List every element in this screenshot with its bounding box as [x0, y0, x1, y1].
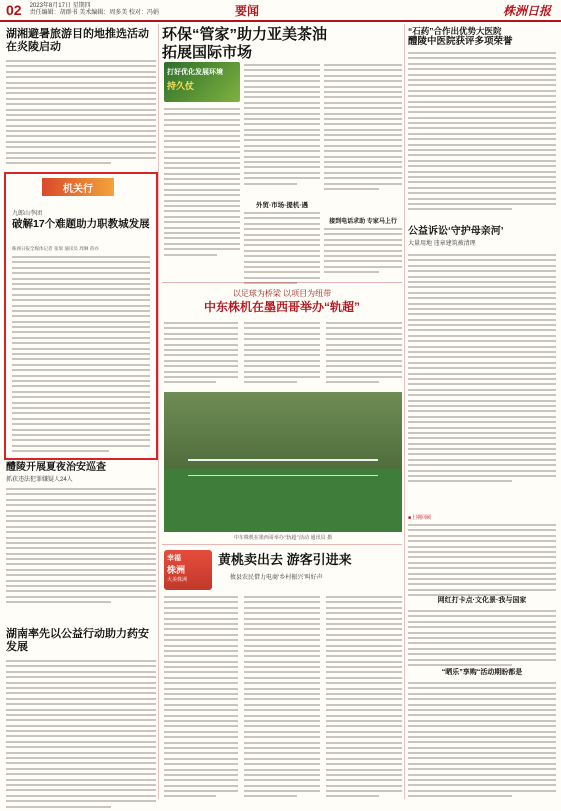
lead-title-line2: 拓展国际市场 [162, 44, 253, 61]
bottom-subtitle: 攸县农民借力电商‘乡村振兴’叫好声 [230, 575, 323, 581]
campaign-badge-line1: 幸福 [167, 555, 181, 562]
lead-title-line1: 环保“管家”助力亚美茶油 [162, 26, 328, 43]
right-article2-subtitle: 大量用地 违章建筑被清理 [408, 241, 476, 247]
right-article4-body [408, 682, 556, 801]
right-article2-body [408, 254, 556, 486]
bottom-body-col2 [244, 596, 320, 801]
center-divider-2 [162, 544, 402, 545]
left-article3-body [6, 488, 156, 607]
section-name: 要闻 [235, 4, 260, 18]
page-header [0, 0, 561, 20]
header-rule [0, 20, 561, 22]
page-meta [30, 3, 159, 17]
feature-title: 中东株机在墨西哥举办“轨超” [203, 300, 360, 314]
column-tag: 机关行 [63, 183, 93, 195]
article2-kicker: 九郎山李团 [12, 211, 43, 217]
feature-body-col2 [244, 322, 320, 387]
article2-body [12, 256, 150, 455]
campaign-badge-line2: 株洲 [167, 565, 186, 575]
bottom-body-col3 [326, 596, 402, 801]
right-article3-body [408, 610, 556, 669]
left-column [6, 24, 156, 54]
left-article1-title: 湖湘避暑旅游目的地推选活动在炎陵启动 [6, 28, 149, 53]
page-number: 02 [6, 2, 22, 18]
lead-body-col2 [244, 64, 320, 188]
lead-body-col2b [244, 212, 320, 287]
column-tag-banner [42, 178, 114, 196]
column-divider-right [404, 24, 405, 799]
right-article1-title-line2: 醴陵中医院获评多项荣誉 [408, 36, 513, 47]
article2-title: 破解17个难题助力职教城发展 [12, 218, 150, 230]
right-brief-body [408, 524, 556, 599]
article4-title: 湖南率先以公益行动助力药安发展 [6, 628, 149, 653]
slogan-line1: 打好优化发展环境 [167, 69, 223, 76]
center-lead [162, 26, 402, 62]
article3-subtitle: 抓获违法犯罪嫌疑人24人 [6, 477, 73, 483]
column-divider-left [158, 24, 159, 799]
feature-kicker: 以足球为桥梁 以项目为纽带 [232, 289, 332, 298]
bottom-title: 黄桃卖出去 游客引进来 [218, 552, 352, 567]
page-date: 2023年8月17日 星期四 [29, 3, 91, 9]
page-editors: 责任编辑：胡群书 美术编辑：周多美 校对：冯娟 [29, 10, 159, 16]
right-article1-title: “石药”合作出优势大医院 [408, 26, 502, 36]
feature-body-col3 [326, 322, 402, 387]
lead-subhead2: 接到电话求助 专家马上行 [329, 219, 397, 225]
bottom-body-col1 [164, 596, 238, 801]
feature-body-col1 [164, 322, 238, 387]
photo-caption: 中车株机在墨西哥举办“轨超”活动 通讯员 摄 [233, 535, 333, 541]
featured-box [4, 172, 158, 460]
photo-field [164, 469, 402, 532]
campaign-badge [164, 550, 212, 590]
right-article2-title: 公益诉讼‘守护母亲河’ [408, 226, 504, 237]
right-article2 [408, 226, 556, 247]
right-article4-title: “晒乐”享购“活动期盼都是 [441, 669, 523, 676]
article2-byline: 株洲日报全媒体记者 张瑞 通讯员 周琳 蒋亦 [12, 247, 99, 252]
left-article4-body [6, 660, 156, 811]
left-article1-body [6, 60, 156, 168]
right-article1 [408, 26, 556, 47]
left-article3 [6, 462, 156, 483]
left-article4 [6, 628, 156, 654]
right-article3-title: 网红打卡点·文化景·我与国家 [437, 597, 527, 604]
article3-title: 醴陵开展夏夜治安巡查 [6, 462, 106, 473]
feature-photo [164, 392, 402, 532]
center-divider-1 [162, 282, 402, 283]
campaign-badge-line3: 大美株洲 [167, 577, 188, 583]
lead-body-col3b [324, 228, 402, 277]
photo-goal [188, 459, 378, 476]
brief-header: ■上期回顾 [408, 515, 432, 521]
slogan-badge [164, 62, 240, 102]
right-article1-body [408, 52, 556, 214]
lead-subhead1: 外贸·市场·提机·遇 [256, 202, 308, 209]
lead-body-col3 [324, 64, 402, 193]
slogan-line2: 持久仗 [167, 81, 195, 91]
lead-body-col1 [164, 108, 240, 259]
masthead-logo: 株洲日报 [502, 4, 551, 18]
